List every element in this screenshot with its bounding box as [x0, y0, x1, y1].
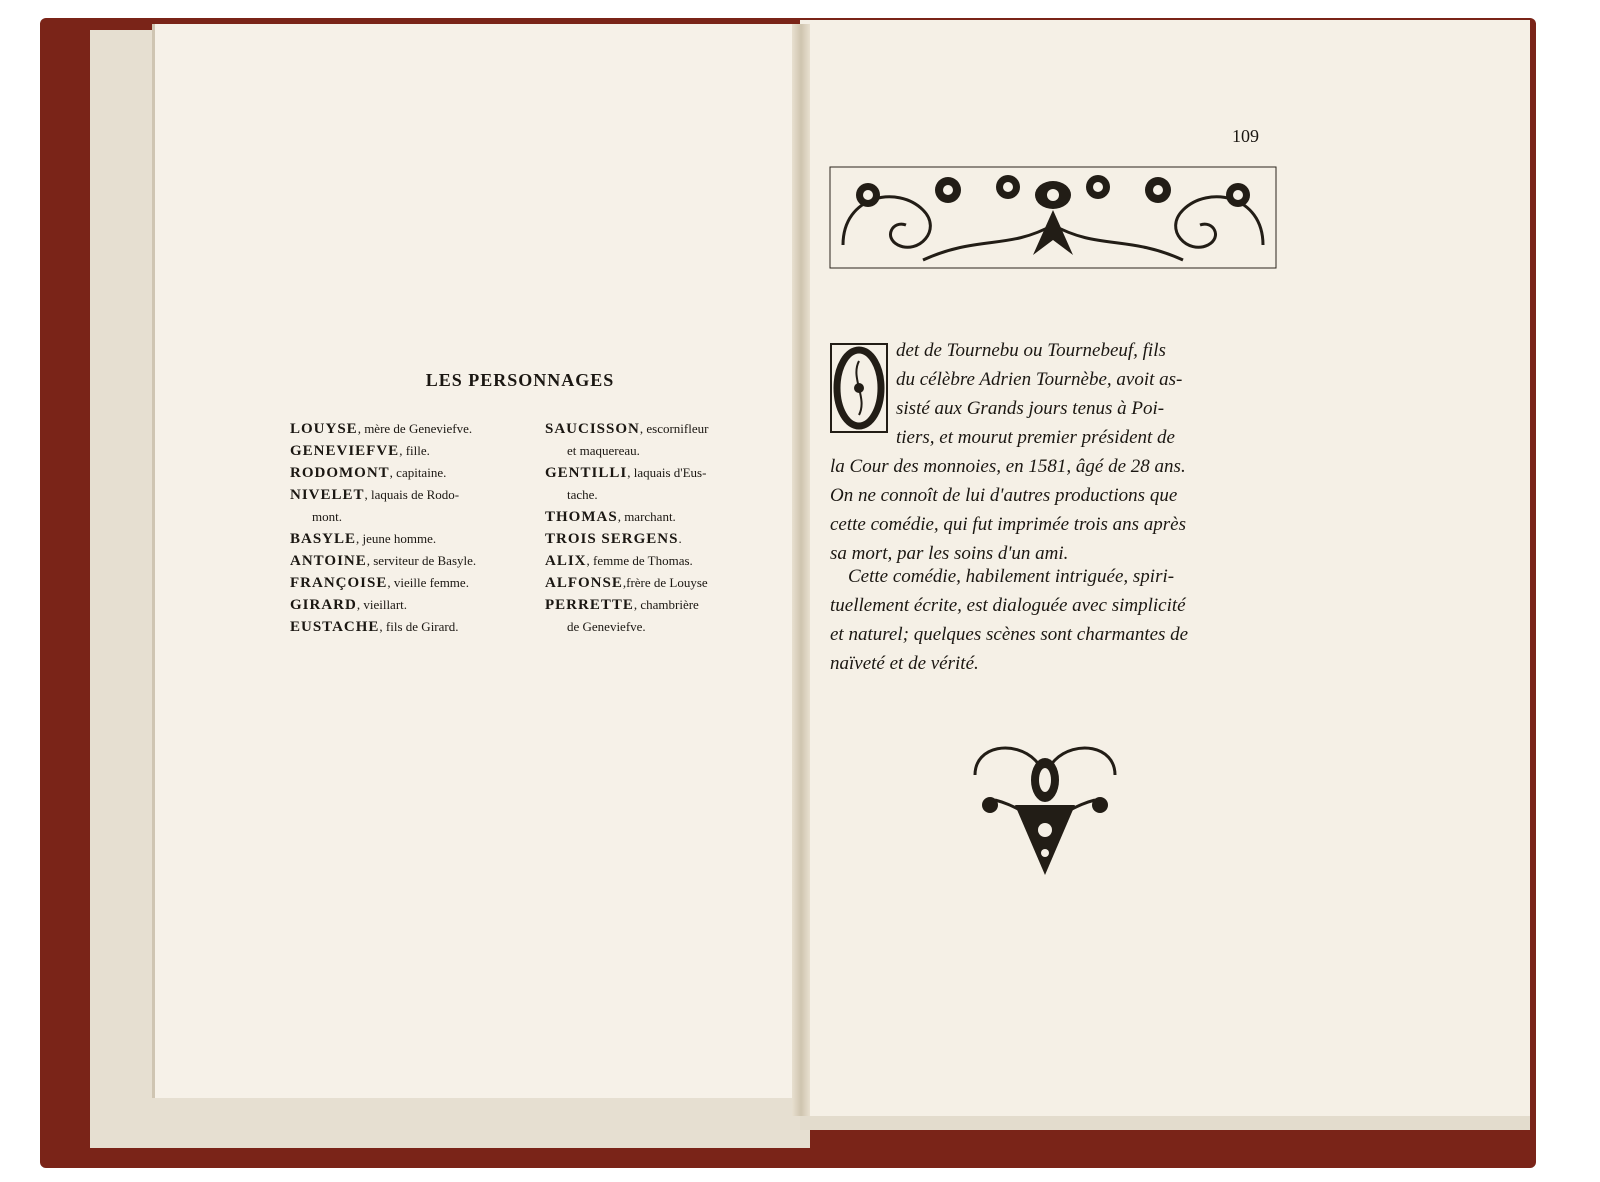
- cast-entry: [545, 462, 795, 506]
- character-name: GIRARD: [290, 597, 357, 613]
- cast-list-left: [290, 418, 540, 638]
- cast-entry: [290, 440, 540, 462]
- character-name: TROIS SERGENS: [545, 531, 679, 547]
- text-line: tuellement écrite, est dialoguée avec simplicité: [830, 595, 1186, 616]
- text-line: naïveté et de vérité.: [830, 653, 979, 674]
- character-description: , fils de Girard.: [379, 619, 459, 634]
- cast-entry: [290, 528, 540, 550]
- text-line: Cette comédie, habilement intriguée, spiri-: [848, 566, 1175, 587]
- cast-entry: [290, 616, 540, 638]
- cast-entry: [290, 572, 540, 594]
- body-paragraph-1: [830, 336, 1280, 568]
- character-description: , laquais d'Eus-: [627, 465, 707, 480]
- text-line: sisté aux Grands jours tenus à Poi-: [896, 398, 1165, 419]
- cast-title: LES PERSONNAGES: [425, 370, 615, 390]
- cast-entry: [545, 418, 795, 462]
- character-name: GENEVIEFVE: [290, 443, 400, 459]
- character-description: ,frère de Louyse: [622, 575, 708, 590]
- character-description: , mère de Geneviefve.: [357, 421, 473, 436]
- character-name: ALFONSE: [545, 575, 623, 591]
- character-description: , capitaine.: [389, 465, 447, 480]
- cast-entry: [290, 418, 540, 440]
- character-description: , laquais de Rodo-: [364, 487, 460, 502]
- text-line: tiers, et mourut premier président de: [896, 427, 1175, 448]
- character-name: ANTOINE: [290, 553, 367, 569]
- cast-entry: [545, 506, 795, 528]
- cast-entry: [545, 528, 795, 550]
- text-line: la Cour des monnoies, en 1581, âgé de 28 ans.: [830, 456, 1186, 477]
- page-number: 109: [1232, 126, 1259, 146]
- character-name: SAUCISSON: [545, 421, 640, 437]
- character-description: , jeune homme.: [356, 531, 437, 546]
- character-description-cont: de Geneviefve.: [567, 619, 646, 634]
- character-name: ALIX: [545, 553, 587, 569]
- character-description: , serviteur de Basyle.: [366, 553, 477, 568]
- character-description: , chambrière: [633, 597, 699, 612]
- character-name: RODOMONT: [290, 465, 390, 481]
- text-line: det de Tournebu ou Tournebeuf, fils: [896, 340, 1166, 361]
- cast-entry: [545, 594, 795, 638]
- text-line: cette comédie, qui fut imprimée trois ans après: [830, 514, 1187, 535]
- character-description: , femme de Thomas.: [586, 553, 693, 568]
- character-description: , escornifleur: [639, 421, 709, 436]
- cast-entry: [545, 550, 795, 572]
- text-line: et naturel; quelques scènes sont charmantes de: [830, 624, 1189, 645]
- text-line: du célèbre Adrien Tournèbe, avoit as-: [896, 369, 1183, 390]
- character-description: .: [678, 531, 682, 546]
- character-description-cont: mont.: [312, 509, 342, 524]
- character-name: GENTILLI: [545, 465, 628, 481]
- character-name: NIVELET: [290, 487, 365, 503]
- character-description: , fille.: [399, 443, 430, 458]
- character-description: , vieillart.: [356, 597, 408, 612]
- tailpiece-ornament: [965, 735, 1125, 880]
- character-name: LOUYSE: [290, 421, 358, 437]
- character-name: FRANÇOISE: [290, 575, 388, 591]
- cast-entry: [290, 462, 540, 484]
- character-name: BASYLE: [290, 531, 357, 547]
- body-paragraph-2: [830, 562, 1280, 678]
- floral-headpiece-ornament: [828, 165, 1278, 270]
- character-description: , vieille femme.: [387, 575, 469, 590]
- text-line: sa mort, par les soins d'un ami.: [830, 543, 1069, 564]
- character-name: PERRETTE: [545, 597, 634, 613]
- character-description-cont: tache.: [567, 487, 598, 502]
- cast-entry: [290, 550, 540, 572]
- cast-entry: [290, 484, 540, 528]
- cast-entry: [290, 594, 540, 616]
- text-line: On ne connoît de lui d'autres productions que: [830, 485, 1178, 506]
- cast-entry: [545, 572, 795, 594]
- character-name: THOMAS: [545, 509, 618, 525]
- character-name: EUSTACHE: [290, 619, 380, 635]
- cast-list-right: [545, 418, 795, 638]
- character-description-cont: et maquereau.: [567, 443, 640, 458]
- character-description: , marchant.: [617, 509, 676, 524]
